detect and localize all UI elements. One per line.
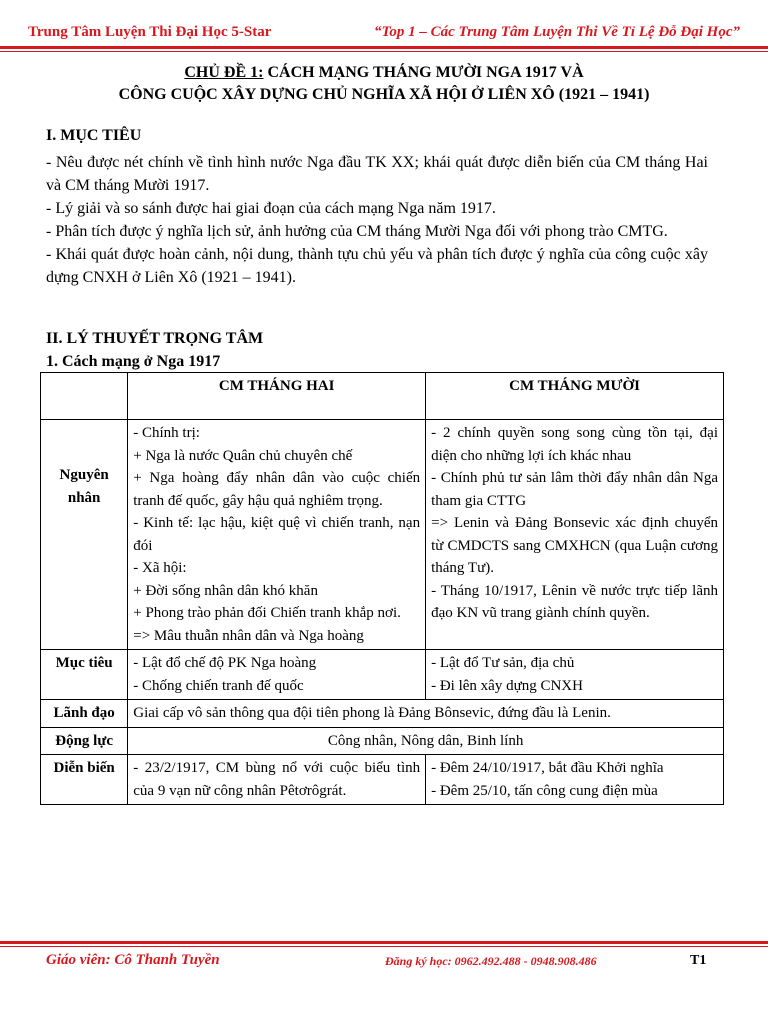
cell-line: => Mâu thuẫn nhân dân và Nga hoàng xyxy=(133,627,364,644)
page-number: T1 xyxy=(690,953,707,968)
cell-line: + Đời sống nhân dân khó khăn xyxy=(133,582,318,599)
section-theory-heading: II. LÝ THUYẾT TRỌNG TÂM xyxy=(46,330,264,347)
objective-item: - Lý giải và so sánh được hai giai đoạn của cách mạng Nga năm 1917. xyxy=(46,200,496,217)
table-row xyxy=(41,420,724,650)
causes-october xyxy=(426,420,724,650)
title-prefix: CHỦ ĐỀ 1: xyxy=(184,64,264,81)
cell-line: => Lenin và Đảng Bonsevic xác định chuyển từ CMDCTS sang CMXHCN (qua Luận cương tháng Tư). xyxy=(431,515,718,576)
teacher-name: Giáo viên: Cô Thanh Tuyền xyxy=(46,952,220,968)
cell-line: - Chính phủ tư sản lâm thời đẩy nhân dân Nga tham gia CTTG xyxy=(431,470,718,509)
goals-october xyxy=(426,650,724,700)
document-title xyxy=(0,62,768,106)
events-february xyxy=(128,755,426,805)
table-header-row xyxy=(41,373,724,420)
subsection-heading: 1. Cách mạng ở Nga 1917 xyxy=(46,353,221,370)
cell-line: - Đi lên xây dựng CNXH xyxy=(431,677,583,694)
table-row xyxy=(41,650,724,700)
footer-rule-thin xyxy=(0,946,768,947)
header-rule-thick xyxy=(0,46,768,49)
objective-item: - Phân tích được ý nghĩa lịch sử, ảnh hưởng của CM tháng Mười Nga đối với phong trào CMTG. xyxy=(46,223,668,240)
cell-line: + Phong trào phản đối Chiến tranh khắp nơi. xyxy=(133,605,401,621)
registration-phones: Đăng ký học: 0962.492.488 - 0948.908.486 xyxy=(385,954,597,968)
corner-cell xyxy=(41,373,128,420)
cell-line: - Lật đổ Tư sản, địa chủ xyxy=(431,655,575,671)
column-header-february: CM THÁNG HAI xyxy=(128,373,426,420)
footer-rule-thick xyxy=(0,941,768,944)
table-row xyxy=(41,727,724,755)
page-header xyxy=(28,20,740,44)
center-slogan: “Top 1 – Các Trung Tâm Luyện Thi Về Tỉ Lệ Đỗ Đại Học” xyxy=(374,24,740,40)
row-label-goals: Mục tiêu xyxy=(41,650,128,700)
cell-line: - Đêm 24/10/1917, bắt đầu Khởi nghĩa xyxy=(431,760,664,776)
title-line2: CÔNG CUỘC XÂY DỰNG CHỦ NGHĨA XÃ HỘI Ở LIÊN XÔ (1921 – 1941) xyxy=(118,86,650,103)
driving-force-cell: Công nhân, Nông dân, Binh lính xyxy=(128,727,724,755)
row-label-leadership: Lãnh đạo xyxy=(41,700,128,728)
title-line1: CÁCH MẠNG THÁNG MƯỜI NGA 1917 VÀ xyxy=(263,64,584,81)
cell-line: + Nga hoàng đẩy nhân dân vào cuộc chiến tranh đế quốc, gây hậu quả nghiêm trọng. xyxy=(133,470,421,509)
cell-line: - Chống chiến tranh đế quốc xyxy=(133,677,304,694)
cell-line: - Chính trị: xyxy=(133,425,200,441)
goals-february xyxy=(128,650,426,700)
objectives-list xyxy=(46,151,708,289)
header-rule-thin xyxy=(0,51,768,52)
cell-line: - Kinh tế: lạc hậu, kiệt quệ vì chiến tranh, nạn đói xyxy=(133,515,421,554)
cell-line: + Nga là nước Quân chủ chuyên chế xyxy=(133,447,353,464)
center-name: Trung Tâm Luyện Thi Đại Học 5-Star xyxy=(28,24,272,40)
revolution-comparison-table xyxy=(40,372,724,805)
cell-line: - Xã hội: xyxy=(133,560,187,576)
row-label-driving-force: Động lực xyxy=(41,727,128,755)
cell-line: - 23/2/1917, CM bùng nổ với cuộc biểu tình của 9 vạn nữ công nhân Pêtơrôgrát. xyxy=(133,760,421,799)
row-label-causes: Nguyên nhân xyxy=(41,420,128,650)
cell-line: - Tháng 10/1917, Lênin về nước trực tiếp lãnh đạo KN vũ trang giành chính quyền. xyxy=(431,582,718,621)
section-objectives-heading: I. MỤC TIÊU xyxy=(46,127,142,144)
row-label-events: Diễn biến xyxy=(41,755,128,805)
cell-line: - Lật đổ chế độ PK Nga hoàng xyxy=(133,655,317,671)
cell-line: - Đêm 25/10, tấn công cung điện mùa xyxy=(431,782,658,799)
objective-item: - Nêu được nét chính về tình hình nước Nga đầu TK XX; khái quát được diễn biến của CM tháng Hai và CM tháng Mười 1917. xyxy=(46,154,708,194)
events-october xyxy=(426,755,724,805)
leadership-cell: Giai cấp vô sản thông qua đội tiên phong là Đảng Bônsevic, đứng đầu là Lenin. xyxy=(128,700,724,728)
table-row xyxy=(41,700,724,728)
objective-item: - Khái quát được hoàn cảnh, nội dung, thành tựu chủ yếu và phân tích được ý nghĩa của công cuộc xây dựng CNXH ở Liên Xô (1921 – 1941). xyxy=(46,246,708,286)
column-header-october: CM THÁNG MƯỜI xyxy=(426,373,724,420)
causes-february xyxy=(128,420,426,650)
table-row xyxy=(41,755,724,805)
cell-line: - 2 chính quyền song song cùng tồn tại, đại diện cho những lợi ích khác nhau xyxy=(431,425,718,464)
